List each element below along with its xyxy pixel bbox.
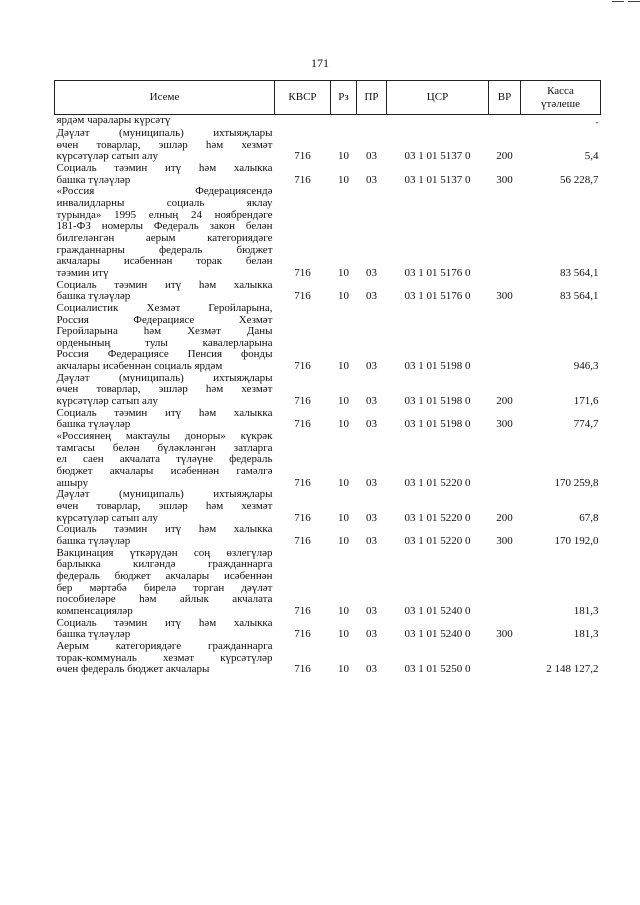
row-name-line: башка түләүләр bbox=[56, 628, 131, 641]
row-name-line: күрсәтүләр сатып алу bbox=[56, 511, 158, 524]
cell-rz: 10 bbox=[338, 290, 349, 303]
row-name bbox=[55, 408, 275, 431]
row-name bbox=[55, 641, 275, 676]
cell-kvsr: 716 bbox=[294, 395, 311, 408]
row-name-line: торак-коммуналь хезмәт күрсәтүләр bbox=[56, 651, 273, 664]
cell-pr: 03 bbox=[366, 476, 377, 489]
row-name-line: Россия Федерациясе Пенсия фонды bbox=[56, 348, 273, 361]
cell-pr: 03 bbox=[366, 290, 377, 303]
cell-pr: 03 bbox=[366, 395, 377, 408]
row-name-line: тәэмин итү bbox=[56, 266, 109, 279]
cell-vr: 300 bbox=[496, 628, 513, 641]
cell-kvsr: 716 bbox=[294, 534, 311, 547]
table-header-row bbox=[55, 81, 601, 115]
row-name-line: Социаль тәэмин итү һәм халыкка bbox=[56, 161, 273, 174]
header-name: Исеме bbox=[55, 81, 275, 115]
cell-csr: 03 1 01 5198 0 bbox=[404, 360, 471, 373]
cell-vr: 200 bbox=[496, 511, 513, 524]
row-name bbox=[55, 186, 275, 279]
cell-csr: 03 1 01 5250 0 bbox=[404, 663, 471, 676]
row-name-line: компенсацияләр bbox=[56, 604, 133, 617]
row-name-line: Дәүләт (муниципаль) ихтыяҗлары bbox=[56, 488, 273, 501]
cell-csr: 03 1 01 5198 0 bbox=[404, 418, 471, 431]
cell-rz: 10 bbox=[338, 628, 349, 641]
row-name-line: 181-ФЗ номерлы Федераль закон белән bbox=[56, 220, 273, 233]
row-name-line: пособиеләре һәм айлык акчалата bbox=[56, 593, 273, 606]
row-name-line: орденының тулы кавалерларына bbox=[56, 336, 273, 349]
row-name bbox=[55, 431, 275, 489]
cell-rz: 10 bbox=[338, 663, 349, 676]
cell-amount: 83 564,1 bbox=[560, 266, 599, 279]
cell-rz: 10 bbox=[338, 360, 349, 373]
cell-rz: 10 bbox=[338, 604, 349, 617]
cell-pr: 03 bbox=[366, 511, 377, 524]
cell-kvsr: 716 bbox=[294, 150, 311, 163]
continuation-row bbox=[55, 115, 601, 129]
table-row bbox=[55, 618, 601, 641]
header-amount: Касса үтәлеше bbox=[521, 81, 601, 115]
cell-csr: 03 1 01 5198 0 bbox=[404, 395, 471, 408]
table-row bbox=[55, 163, 601, 186]
cell-kvsr: 716 bbox=[294, 173, 311, 186]
table-row bbox=[55, 524, 601, 547]
cell-csr: 03 1 01 5137 0 bbox=[404, 150, 471, 163]
row-name-line: «Россия Федерациясендә bbox=[56, 185, 273, 198]
row-name-line: ашыру bbox=[56, 476, 89, 489]
row-name-line: Геройларына һәм Хезмәт Даны bbox=[56, 325, 273, 338]
table-row bbox=[55, 408, 601, 431]
row-name-line: федераль бюджет акчалары исәбеннән bbox=[56, 569, 273, 582]
cell-vr: 300 bbox=[496, 534, 513, 547]
cell-pr: 03 bbox=[366, 173, 377, 186]
row-name bbox=[55, 303, 275, 373]
cell-amount: 67,8 bbox=[579, 511, 599, 524]
row-name-line: өчен товарлар, эшләр һәм хезмәт bbox=[56, 500, 273, 512]
cell-csr: 03 1 01 5220 0 bbox=[404, 534, 471, 547]
row-name-line: күрсәтүләр сатып алу bbox=[56, 395, 158, 408]
cell-amount: 170 259,8 bbox=[554, 476, 599, 489]
cell-kvsr: 716 bbox=[294, 360, 311, 373]
row-name-line: Социаль тәэмин итү һәм халыкка bbox=[56, 523, 273, 536]
row-name-line: өчен федераль бюджет акчалары bbox=[56, 663, 210, 676]
cell-amount: 5,4 bbox=[584, 150, 599, 163]
row-name-line: билгеләнгән аерым категориядәге bbox=[56, 231, 273, 244]
row-name bbox=[55, 489, 275, 524]
cell-pr: 03 bbox=[366, 534, 377, 547]
row-name-line: Дәүләт (муниципаль) ихтыяҗлары bbox=[56, 127, 273, 139]
table-row bbox=[55, 548, 601, 618]
corner-mark bbox=[610, 0, 640, 6]
row-name-line: өчен товарлар, эшләр һәм хезмәт bbox=[56, 383, 273, 396]
cell-rz: 10 bbox=[338, 418, 349, 431]
continuation-text: ярдәм чаралары күрсәтү bbox=[56, 114, 171, 126]
row-name-line: «Россиянең мактаулы доноры» күкрәк bbox=[56, 430, 273, 443]
table-row bbox=[55, 280, 601, 303]
cell-rz: 10 bbox=[338, 266, 349, 279]
row-name-line: башка түләүләр bbox=[56, 418, 131, 431]
row-name-line: бер мәртәбә бирелә торган дәүләт bbox=[56, 581, 273, 594]
row-name-line: Вакцинация үткәрүдән соң өзлегүләр bbox=[56, 546, 273, 559]
cell-kvsr: 716 bbox=[294, 266, 311, 279]
cell-rz: 10 bbox=[338, 395, 349, 408]
table-row bbox=[55, 373, 601, 408]
cell-csr: 03 1 01 5137 0 bbox=[404, 173, 471, 186]
cell-vr bbox=[489, 641, 521, 676]
cell-pr: 03 bbox=[366, 360, 377, 373]
cell-csr: 03 1 01 5176 0 bbox=[404, 290, 471, 303]
cell-vr: 300 bbox=[496, 418, 513, 431]
row-name-line: Дәүләт (муниципаль) ихтыяҗлары bbox=[56, 371, 273, 384]
cell-pr: 03 bbox=[366, 604, 377, 617]
row-name bbox=[55, 524, 275, 547]
header-csr: ЦСР bbox=[387, 81, 489, 115]
cell-amount: 2 148 127,2 bbox=[546, 663, 599, 676]
cell-csr: 03 1 01 5176 0 bbox=[404, 266, 471, 279]
cell-amount: 181,3 bbox=[573, 628, 599, 641]
cell-amount: 56 228,7 bbox=[560, 173, 599, 186]
cell-vr bbox=[489, 431, 521, 489]
cell-vr: 200 bbox=[496, 395, 513, 408]
cell-pr: 03 bbox=[366, 418, 377, 431]
cell-kvsr: 716 bbox=[294, 476, 311, 489]
row-name-line: Социаль тәэмин итү һәм халыкка bbox=[56, 278, 273, 291]
header-rz: Рз bbox=[331, 81, 357, 115]
cell-vr: 300 bbox=[496, 290, 513, 303]
cell-amount: 83 564,1 bbox=[560, 290, 599, 303]
cell-vr bbox=[489, 303, 521, 373]
row-name-line: акчалары исәбеннән торак белән bbox=[56, 255, 273, 268]
cell-pr: 03 bbox=[366, 628, 377, 641]
row-name-line: өчен товарлар, эшләр һәм хезмәт bbox=[56, 138, 273, 151]
cell-amount: 181,3 bbox=[573, 604, 599, 617]
row-name-line: турында» 1995 елның 24 ноябрендәге bbox=[56, 208, 273, 221]
cell-rz: 10 bbox=[338, 150, 349, 163]
row-name-line: башка түләүләр bbox=[56, 173, 131, 186]
row-name-line: башка түләүләр bbox=[56, 290, 131, 303]
cell-kvsr: 716 bbox=[294, 511, 311, 524]
table-row bbox=[55, 303, 601, 373]
cell-pr: 03 bbox=[366, 663, 377, 676]
row-name-line: башка түләүләр bbox=[56, 534, 131, 547]
row-name-line: ел саен акчалата түләүне федераль bbox=[56, 453, 273, 466]
header-pr: ПР bbox=[357, 81, 387, 115]
cell-kvsr: 716 bbox=[294, 628, 311, 641]
cell-kvsr: 716 bbox=[294, 604, 311, 617]
row-name bbox=[55, 618, 275, 641]
cell-vr: 200 bbox=[496, 150, 513, 163]
cell-rz: 10 bbox=[338, 173, 349, 186]
row-name bbox=[55, 373, 275, 408]
cell-kvsr: 716 bbox=[294, 290, 311, 303]
cell-pr: 03 bbox=[366, 266, 377, 279]
corner-dash: - bbox=[595, 117, 599, 128]
header-kvsr: КВСР bbox=[275, 81, 331, 115]
cell-csr: 03 1 01 5240 0 bbox=[404, 628, 471, 641]
row-name bbox=[55, 548, 275, 618]
cell-vr: 300 bbox=[496, 173, 513, 186]
cell-csr: 03 1 01 5220 0 bbox=[404, 511, 471, 524]
row-name-line: Социаль тәэмин итү һәм халыкка bbox=[56, 406, 273, 419]
row-name bbox=[55, 128, 275, 163]
cell-kvsr: 716 bbox=[294, 663, 311, 676]
row-name-line: бюджет акчалары исәбеннән гамәлгә bbox=[56, 465, 273, 478]
table-row bbox=[55, 128, 601, 163]
row-name-line: акчалары исәбеннән социаль ярдәм bbox=[56, 360, 223, 373]
table-row bbox=[55, 489, 601, 524]
budget-table bbox=[54, 80, 601, 676]
row-name-line: барлыкка килгәндә гражданнарга bbox=[56, 558, 273, 571]
cell-vr bbox=[489, 186, 521, 279]
table-row bbox=[55, 641, 601, 676]
cell-rz: 10 bbox=[338, 534, 349, 547]
row-name-line: Социалистик Хезмәт Геройларына, bbox=[56, 301, 273, 314]
cell-csr: 03 1 01 5240 0 bbox=[404, 604, 471, 617]
row-name bbox=[55, 280, 275, 303]
cell-amount: 946,3 bbox=[573, 360, 599, 373]
row-name-line: Социаль тәэмин итү һәм халыкка bbox=[56, 616, 273, 629]
cell-kvsr: 716 bbox=[294, 418, 311, 431]
cell-csr: 03 1 01 5220 0 bbox=[404, 476, 471, 489]
row-name-line: гражданнарны федераль бюджет bbox=[56, 243, 273, 256]
row-name-line: инвалидларны социаль яклау bbox=[56, 196, 273, 209]
row-name-line: күрсәтүләр сатып алу bbox=[56, 150, 158, 163]
cell-pr: 03 bbox=[366, 150, 377, 163]
row-name-line: тамгасы белән бүләкләнгән затларга bbox=[56, 441, 273, 454]
row-name-line: Аерым категориядәге гражданнарга bbox=[56, 639, 273, 652]
cell-amount: 170 192,0 bbox=[554, 534, 599, 547]
cell-amount: 774,7 bbox=[573, 418, 599, 431]
row-name bbox=[55, 163, 275, 186]
header-vr: ВР bbox=[489, 81, 521, 115]
page-number: 171 bbox=[311, 56, 329, 70]
row-name-line: Россия Федерациясе Хезмәт bbox=[56, 313, 273, 326]
cell-rz: 10 bbox=[338, 511, 349, 524]
table-row bbox=[55, 186, 601, 279]
table-row bbox=[55, 431, 601, 489]
cell-vr bbox=[489, 548, 521, 618]
cell-amount: 171,6 bbox=[573, 395, 599, 408]
cell-rz: 10 bbox=[338, 476, 349, 489]
